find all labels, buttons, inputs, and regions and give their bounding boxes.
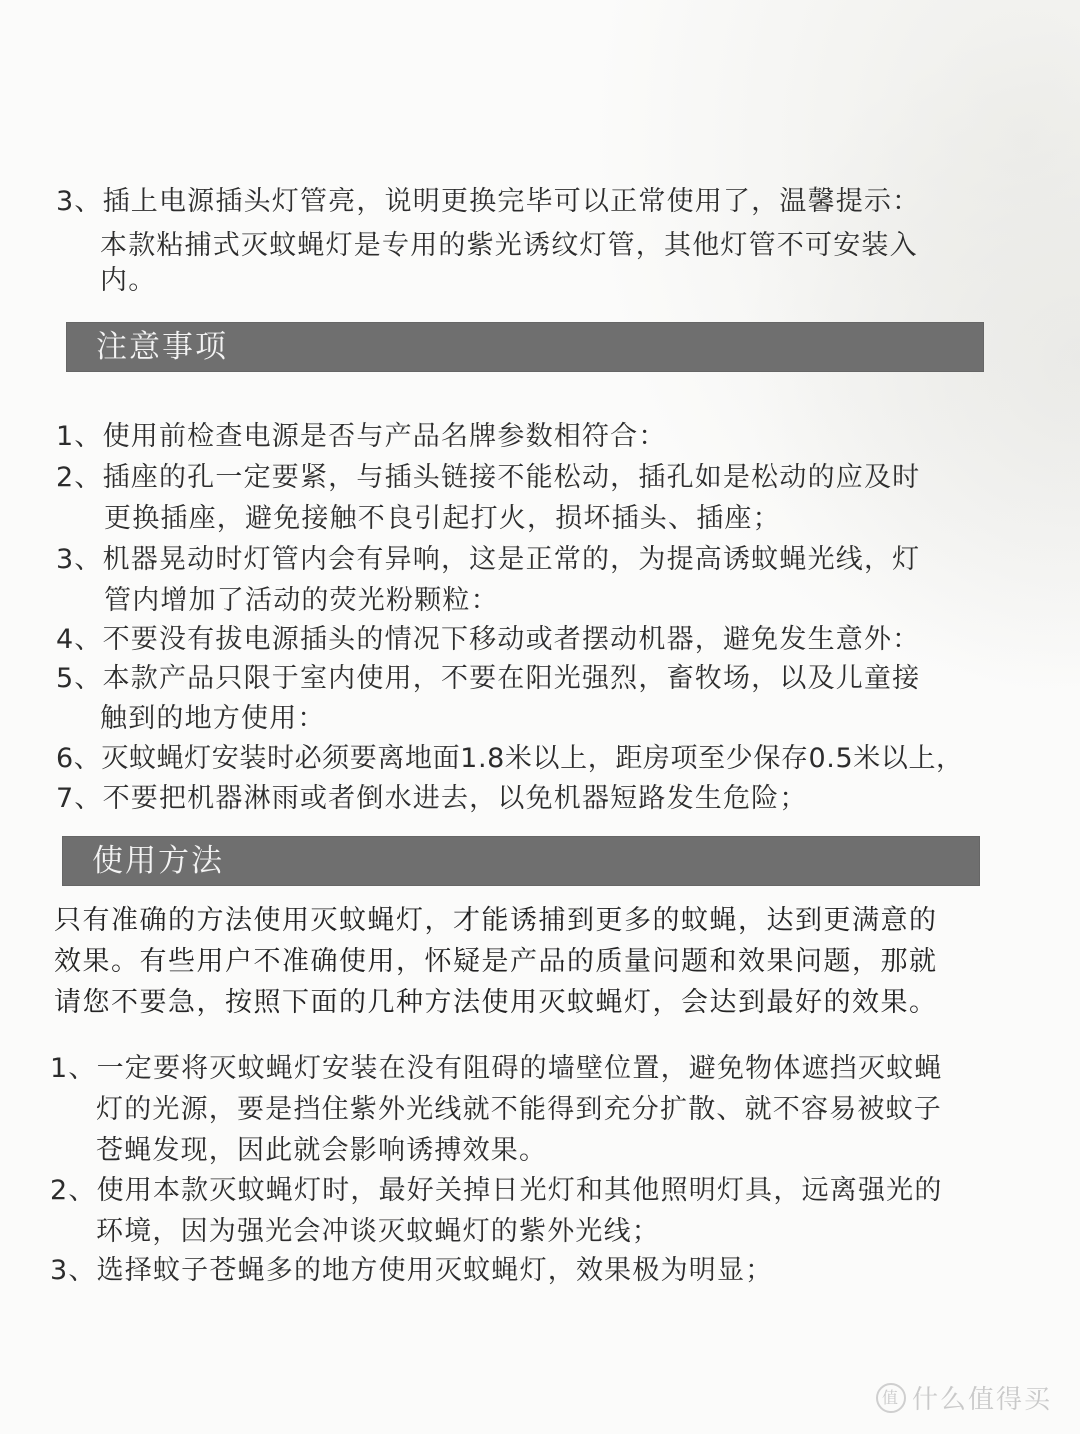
usage-intro-line-1: 只有准确的方法使用灭蚊蝇灯，才能诱捕到更多的蚊蝇，达到更满意的 bbox=[54, 905, 938, 936]
usage-step-2-line-1: 2、使用本款灭蚊蝇灯时，最好关掉日光灯和其他照明灯具，远离强光的 bbox=[50, 1175, 943, 1206]
section-header-usage bbox=[62, 836, 980, 886]
precaution-2-line-2: 更换插座，避免接触不良引起打火，损坏插头、插座； bbox=[104, 503, 781, 534]
usage-step-2-line-2: 环境，因为强光会冲谈灭蚊蝇灯的紫外光线； bbox=[96, 1216, 660, 1247]
precaution-3-line-1: 3、机器晃动时灯管内会有异响，这是正常的，为提高诱蚊蝇光线，灯 bbox=[56, 544, 921, 575]
precaution-5-line-2: 触到的地方使用： bbox=[100, 703, 326, 734]
precaution-7: 7、不要把机器淋雨或者倒水进去，以免机器短路发生危险； bbox=[56, 783, 808, 814]
precaution-6: 6、灭蚊蝇灯安装时必须要离地面1.8米以上，距房项至少保存0.5米以上， bbox=[56, 743, 964, 774]
watermark-logo-icon: 值 bbox=[876, 1383, 906, 1413]
precaution-1: 1、使用前检查电源是否与产品名牌参数相符合： bbox=[56, 421, 667, 452]
watermark-text: 什么值得买 bbox=[911, 1385, 1052, 1415]
usage-intro-line-2: 效果。有些用户不准确使用，怀疑是产品的质量问题和效果问题，那就 bbox=[54, 946, 938, 977]
install-step-3-line-2: 本款粘捕式灭蚊蝇灯是专用的紫光诱纹灯管，其他灯管不可安装入 bbox=[100, 230, 918, 261]
section-header-precautions bbox=[66, 322, 984, 372]
install-step-3-line-3: 内。 bbox=[100, 265, 157, 296]
precaution-4: 4、不要没有拔电源插头的情况下移动或者摆动机器，避免发生意外： bbox=[56, 624, 921, 655]
usage-intro-line-3: 请您不要急，按照下面的几种方法使用灭蚊蝇灯，会达到最好的效果。 bbox=[54, 987, 938, 1018]
section-title-precautions: 注意事项 bbox=[96, 329, 228, 365]
usage-step-1-line-2: 灯的光源，要是挡住紫外光线就不能得到充分扩散、就不容易被蚊子 bbox=[96, 1094, 942, 1125]
precaution-3-line-2: 管内增加了活动的荧光粉颗粒： bbox=[104, 585, 499, 616]
precaution-5-line-1: 5、本款产品只限于室内使用，不要在阳光强烈，畜牧场，以及儿童接 bbox=[56, 663, 921, 694]
section-title-usage: 使用方法 bbox=[92, 843, 224, 879]
usage-step-1-line-1: 1、一定要将灭蚊蝇灯安装在没有阻碍的墙壁位置，避免物体遮挡灭蚊蝇 bbox=[50, 1053, 943, 1084]
install-step-3-line-1: 3、插上电源插头灯管亮，说明更换完毕可以正常使用了，温馨提示： bbox=[56, 186, 921, 217]
watermark bbox=[876, 1379, 1052, 1416]
precaution-2-line-1: 2、插座的孔一定要紧，与插头链接不能松动，插孔如是松动的应及时 bbox=[56, 462, 921, 493]
usage-step-3: 3、选择蚊子苍蝇多的地方使用灭蚊蝇灯，效果极为明显； bbox=[50, 1255, 774, 1286]
usage-step-1-line-3: 苍蝇发现，因此就会影响诱搏效果。 bbox=[96, 1135, 548, 1166]
